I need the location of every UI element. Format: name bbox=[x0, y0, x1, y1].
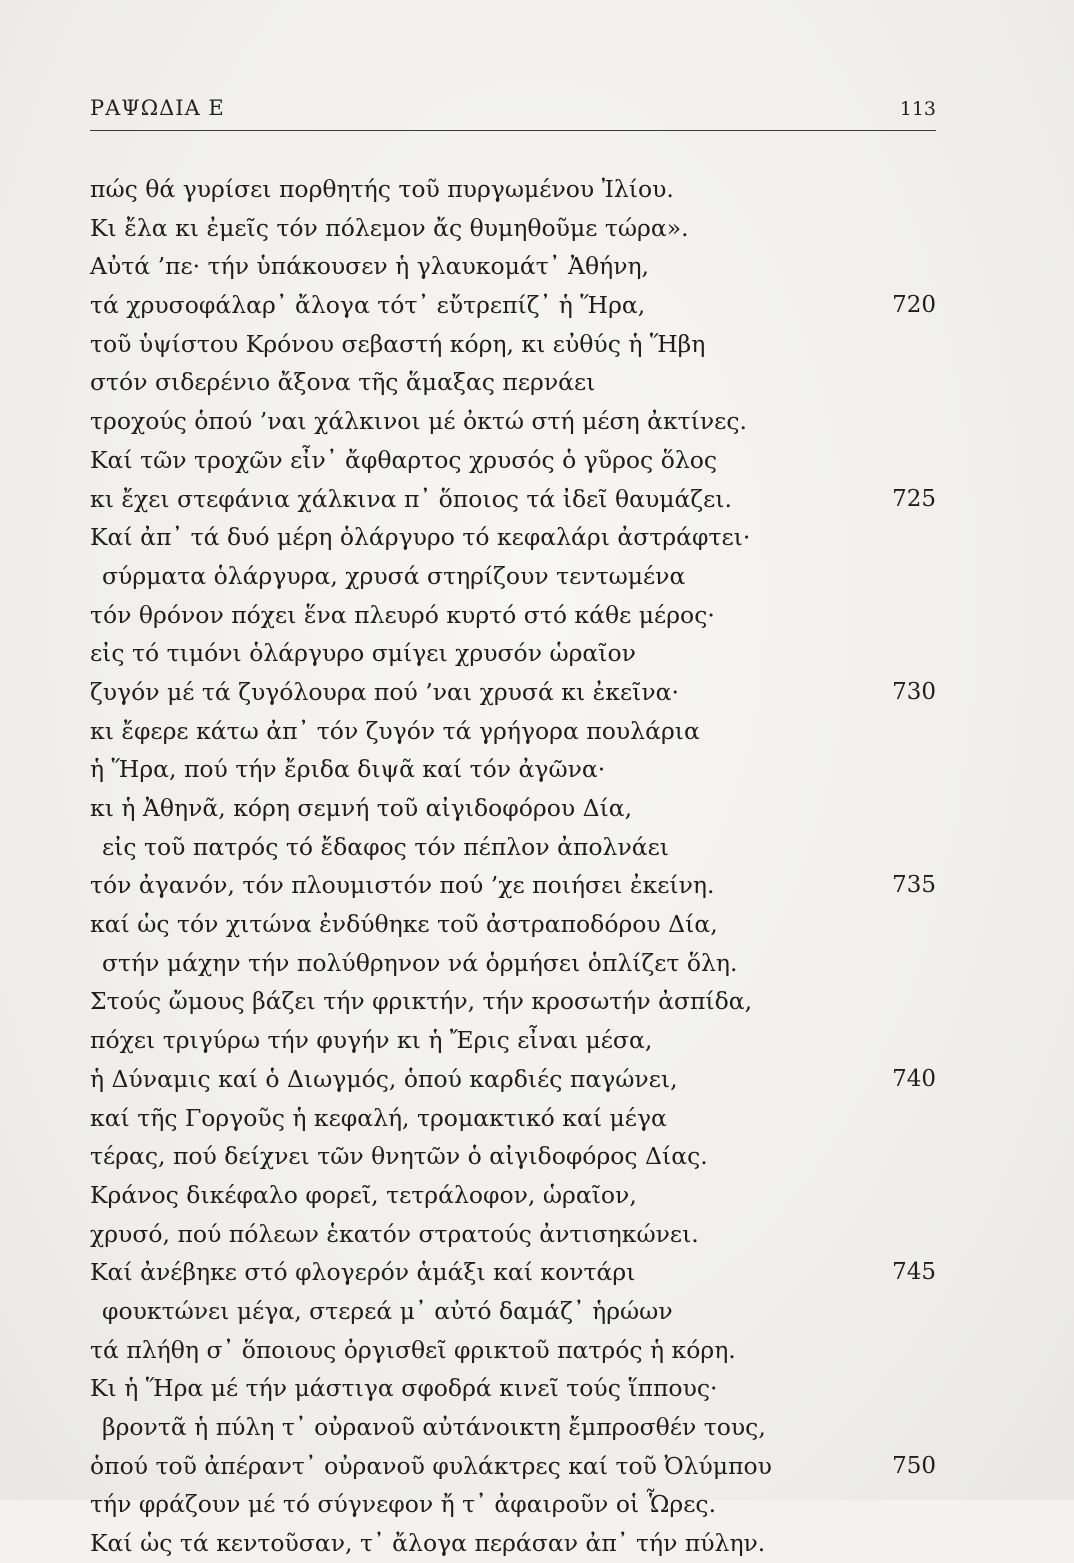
verse-text: κι ἔφερε κάτω ἀπ᾽ τόν ζυγόν τά γρήγορα πουλάρια bbox=[90, 716, 700, 745]
verse-text: πώς θά γυρίσει πορθητής τοῦ πυργωμένου Ἰλίου. bbox=[90, 175, 674, 203]
verse-line bbox=[90, 1021, 936, 1060]
verse-line bbox=[90, 1408, 936, 1447]
running-header bbox=[90, 96, 936, 131]
verse-line bbox=[90, 712, 936, 751]
verse-text: σύρματα ὁλάργυρα, χρυσά στηρίζουν τεντωμένα bbox=[102, 561, 686, 590]
verse-line bbox=[90, 750, 936, 789]
verse-line bbox=[90, 325, 936, 364]
verse-line bbox=[90, 402, 936, 441]
verse-block bbox=[90, 170, 936, 1563]
verse-line bbox=[90, 1137, 936, 1176]
verse-text: χρυσό, πού πόλεων ἑκατόν στρατούς ἀντισηκώνει. bbox=[90, 1219, 699, 1248]
verse-text: ὁπού τοῦ ἀπέραντ᾽ οὐρανοῦ φυλάκτρες καί τοῦ Ὀλύμπου bbox=[90, 1451, 772, 1480]
verse-line bbox=[90, 1215, 936, 1254]
verse-line bbox=[90, 1176, 936, 1215]
verse-line bbox=[90, 480, 936, 519]
verse-line bbox=[90, 1369, 936, 1408]
verse-text: πόχει τριγύρω τήν φυγήν κι ἡ Ἔρις εἶναι μέσα, bbox=[90, 1026, 653, 1055]
verse-line bbox=[90, 1524, 936, 1563]
verse-text: Αὐτά ’πε· τήν ὑπάκουσεν ἡ γλαυκομάτ᾽ Ἀθήνη, bbox=[90, 252, 650, 281]
verse-text: τά χρυσοφάλαρ᾽ ἄλογα τότ᾽ εὔτρεπίζ᾽ ἡ Ἥρα, bbox=[90, 291, 646, 320]
verse-line bbox=[90, 673, 936, 712]
line-number: 725 bbox=[892, 485, 936, 512]
verse-line bbox=[90, 209, 936, 248]
verse-line bbox=[90, 596, 936, 635]
line-number: 740 bbox=[892, 1065, 936, 1092]
verse-line bbox=[90, 982, 936, 1021]
verse-text: καί τῆς Γοργοῦς ἡ κεφαλή, τρομακτικό καί μέγα bbox=[90, 1103, 667, 1132]
verse-line bbox=[90, 905, 936, 944]
verse-text: Στούς ὤμους βάζει τήν φρικτήν, τήν κροσωτήν ἀσπίδα, bbox=[90, 987, 753, 1016]
verse-text: τόν θρόνον πόχει ἕνα πλευρό κυρτό στό κάθε μέρος· bbox=[90, 600, 715, 629]
verse-text: ἡ Δύναμις καί ὁ Διωγμός, ὁπού καρδιές παγώνει, bbox=[90, 1064, 678, 1093]
verse-text: στήν μάχην τήν πολύθρηνον νά ὁρμήσει ὁπλίζετ ὅλη. bbox=[102, 948, 738, 977]
verse-line bbox=[90, 1253, 936, 1292]
verse-text: τόν ἀγανόν, τόν πλουμιστόν πού ’χε ποιήσει ἐκείνη. bbox=[90, 871, 715, 900]
verse-text: τέρας, πού δείχνει τῶν θνητῶν ὁ αἰγιδοφόρος Δίας. bbox=[90, 1142, 708, 1171]
verse-line bbox=[90, 1099, 936, 1138]
line-number: 720 bbox=[892, 292, 936, 319]
line-number: 735 bbox=[892, 872, 936, 899]
page-number: 113 bbox=[899, 98, 936, 120]
verse-text: Καί ἀνέβηκε στό φλογερόν ἁμάξι καί κοντάρι bbox=[90, 1258, 636, 1287]
verse-line bbox=[90, 170, 936, 209]
verse-text: τοῦ ὑψίστου Κρόνου σεβαστή κόρη, κι εὐθύς ἡ Ἥβη bbox=[90, 329, 706, 358]
verse-text: Κι ἔλα κι ἐμεῖς τόν πόλεμον ἄς θυμηθοῦμε τώρα». bbox=[90, 213, 689, 242]
verse-text: εἰς τοῦ πατρός τό ἔδαφος τόν πέπλον ἀπολνάει bbox=[102, 832, 669, 861]
verse-text: Καί ἀπ᾽ τά δυό μέρη ὁλάργυρο τό κεφαλάρι ἀστράφτει· bbox=[90, 523, 751, 552]
verse-line bbox=[90, 866, 936, 905]
verse-text: τήν φράζουν μέ τό σύγνεφον ἤ τ᾽ ἀφαιροῦν οἱ Ὧρες. bbox=[90, 1490, 717, 1519]
verse-text: στόν σιδερένιο ἄξονα τῆς ἅμαξας περνάει bbox=[90, 368, 596, 397]
chapter-title: ΡΑΨΩΔΙΑ Ε bbox=[90, 96, 225, 120]
verse-text: τροχούς ὁπού ’ναι χάλκινοι μέ ὀκτώ στή μέση ἀκτίνες. bbox=[90, 407, 747, 436]
verse-text: Καί ὡς τά κεντοῦσαν, τ᾽ ἄλογα περάσαν ἀπ᾽ τήν πύλην. bbox=[90, 1529, 766, 1558]
verse-text: τά πλήθη σ᾽ ὅποιους ὀργισθεῖ φρικτοῦ πατρός ἡ κόρη. bbox=[90, 1335, 736, 1364]
verse-line bbox=[90, 634, 936, 673]
verse-text: εἰς τό τιμόνι ὁλάργυρο σμίγει χρυσόν ὡραῖον bbox=[90, 639, 636, 668]
line-number: 745 bbox=[892, 1259, 936, 1286]
verse-line bbox=[90, 247, 936, 286]
verse-line bbox=[90, 441, 936, 480]
verse-line bbox=[90, 363, 936, 402]
verse-text: κι ἔχει στεφάνια χάλκινα π᾽ ὅποιος τά ἰδεῖ θαυμάζει. bbox=[90, 484, 732, 513]
verse-text: Καί τῶν τροχῶν εἶν᾽ ἄφθαρτος χρυσός ὁ γῦρος ὅλος bbox=[90, 445, 718, 474]
line-number: 750 bbox=[892, 1452, 936, 1479]
verse-line bbox=[90, 1331, 936, 1370]
verse-line bbox=[90, 286, 936, 325]
verse-text: Κράνος δικέφαλο φορεῖ, τετράλοφον, ὡραῖον, bbox=[90, 1180, 637, 1209]
verse-line bbox=[90, 789, 936, 828]
verse-line bbox=[90, 1447, 936, 1486]
verse-line bbox=[90, 557, 936, 596]
verse-text: καί ὡς τόν χιτώνα ἐνδύθηκε τοῦ ἀστραποδόρου Δία, bbox=[90, 910, 718, 939]
verse-line bbox=[90, 518, 936, 557]
verse-text: ἡ Ἥρα, πού τήν ἔριδα διψᾶ καί τόν ἀγῶνα· bbox=[90, 755, 606, 784]
verse-line bbox=[90, 1292, 936, 1331]
verse-text: Κι ἡ Ἥρα μέ τήν μάστιγα σφοδρά κινεῖ τούς ἵππους· bbox=[90, 1374, 718, 1403]
verse-line bbox=[90, 828, 936, 867]
verse-line bbox=[90, 944, 936, 983]
verse-text: κι ἡ Ἀθηνᾶ, κόρη σεμνή τοῦ αἰγιδοφόρου Δία, bbox=[90, 794, 633, 822]
line-number: 730 bbox=[892, 678, 936, 705]
verse-line bbox=[90, 1485, 936, 1524]
verse-line bbox=[90, 1060, 936, 1099]
verse-text: βροντᾶ ἡ πύλη τ᾽ οὐρανοῦ αὐτάνοικτη ἔμπροσθέν τους, bbox=[102, 1413, 766, 1441]
verse-text: φουκτώνει μέγα, στερεά μ᾽ αὐτό δαμάζ᾽ ἡρώων bbox=[102, 1296, 673, 1325]
verse-text: ζυγόν μέ τά ζυγόλουρα πού ’ναι χρυσά κι ἐκεῖνα· bbox=[90, 677, 679, 706]
